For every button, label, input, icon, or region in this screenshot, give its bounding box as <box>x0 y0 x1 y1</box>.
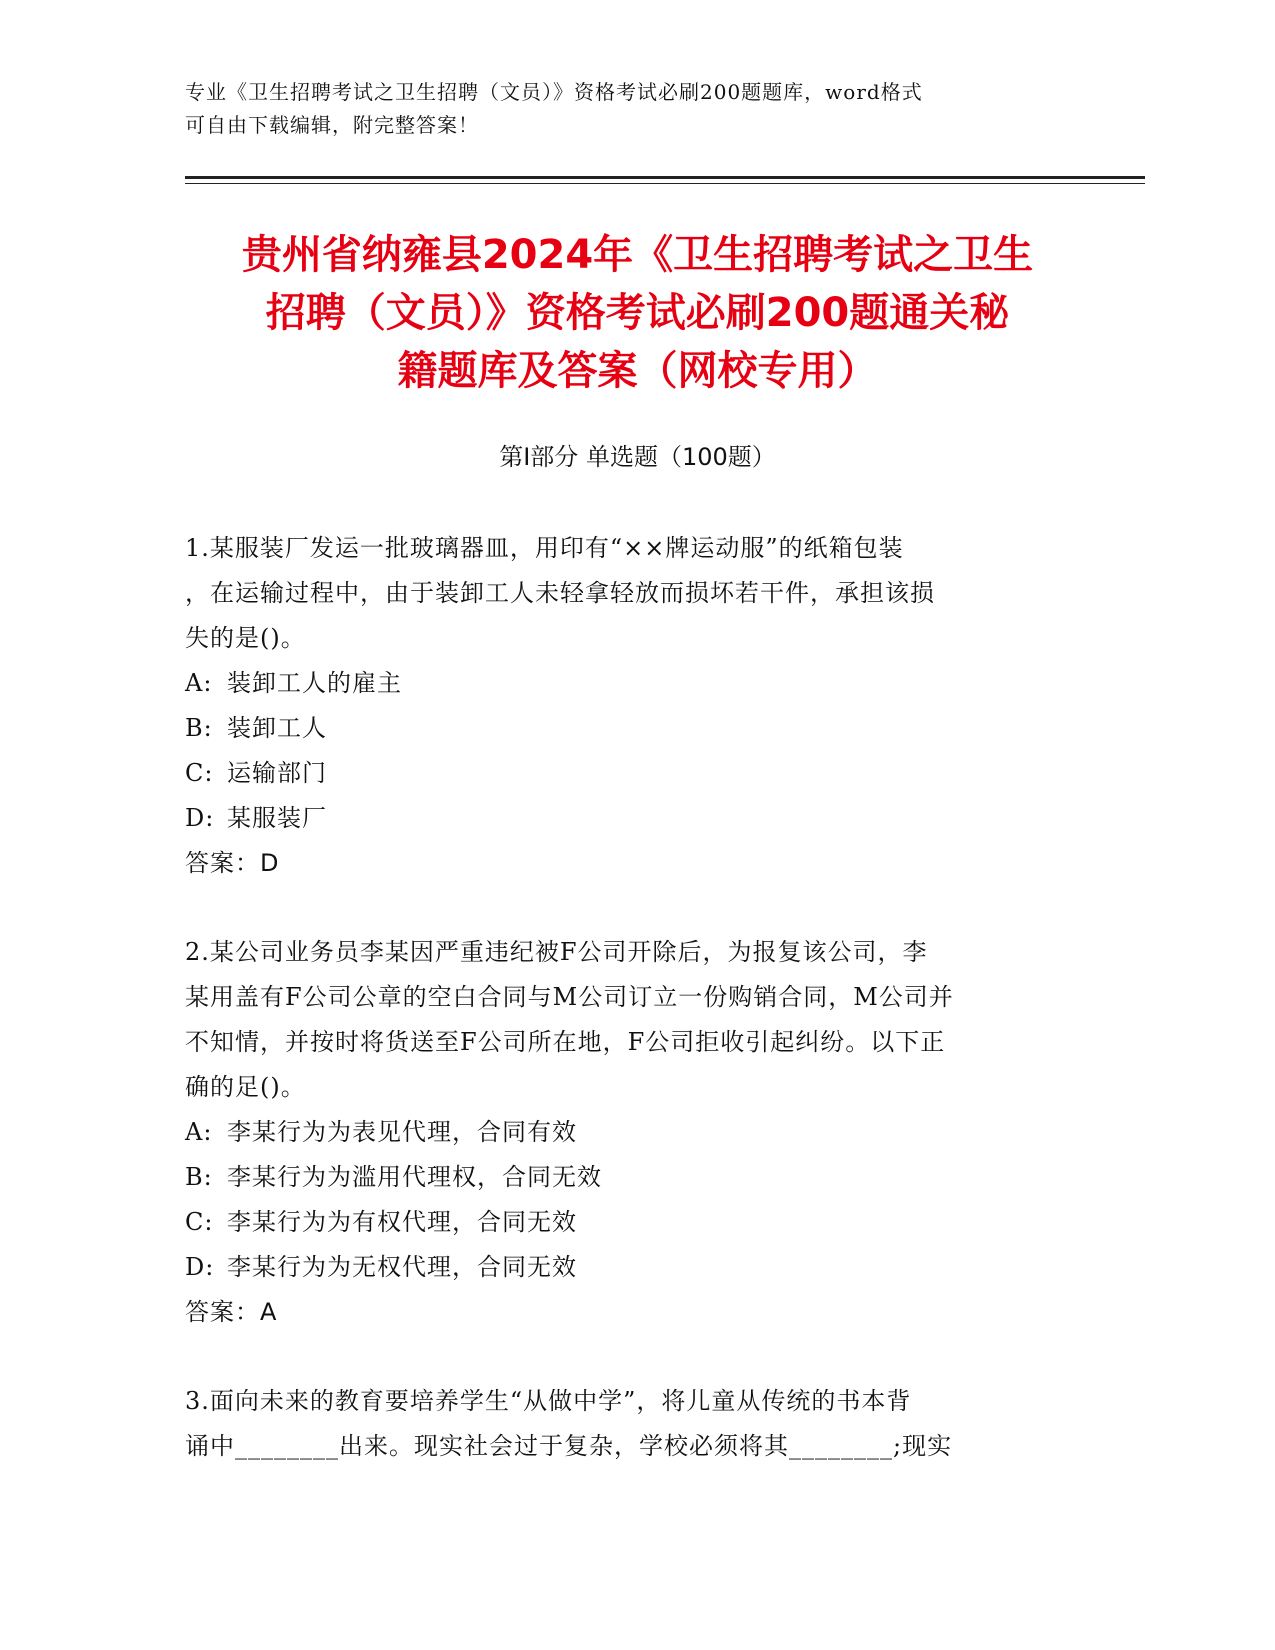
answer-line: 答案：D <box>185 849 280 877</box>
question-text-line: 确的足()。 <box>185 1073 306 1101</box>
question-text-line: 某用盖有F公司公章的空白合同与M公司订立一份购销合同，M公司并 <box>185 983 954 1011</box>
option-text: 李某行为为滥用代理权，合同无效 <box>227 1163 602 1191</box>
question-text-line: 3.面向未来的教育要培养学生“从做中学”，将儿童从传统的书本背 <box>185 1387 912 1415</box>
section-heading: 第Ⅰ部分 单选题（100题） <box>499 443 776 471</box>
option-key: C: <box>185 1208 214 1236</box>
question-item <box>185 930 1085 1335</box>
header-divider-thick <box>185 176 1145 179</box>
question-text-line: 1.某服装厂发运一批玻璃器皿，用印有“××牌运动服”的纸箱包装 <box>185 534 904 562</box>
option-a <box>185 661 1085 706</box>
option-key: A: <box>185 669 213 697</box>
header-divider-thin <box>185 183 1145 184</box>
question-text-line: 诵中________出来。现实社会过于复杂，学校必须将其________;现实 <box>185 1432 953 1460</box>
option-text: 某服装厂 <box>227 804 327 832</box>
option-a <box>185 1110 1085 1155</box>
option-b <box>185 706 1085 751</box>
question-item <box>185 1379 1085 1469</box>
option-text: 装卸工人 <box>227 714 327 742</box>
option-text: 运输部门 <box>227 759 327 787</box>
header-note <box>185 76 1065 142</box>
option-text: 李某行为为有权代理，合同无效 <box>227 1208 577 1236</box>
question-text-line: ，在运输过程中，由于装卸工人未轻拿轻放而损坏若干件，承担该损 <box>185 579 935 607</box>
option-key: B: <box>185 1163 213 1191</box>
header-note-line: 专业《卫生招聘考试之卫生招聘（文员）》资格考试必刷200题题库，word格式 <box>185 80 923 104</box>
option-c <box>185 751 1085 796</box>
option-d <box>185 1245 1085 1290</box>
header-note-line: 可自由下载编辑，附完整答案！ <box>185 113 479 137</box>
question-text-line: 不知情，并按时将货送至F公司所在地，F公司拒收引起纠纷。以下正 <box>185 1028 946 1056</box>
option-text: 李某行为为表见代理，合同有效 <box>227 1118 577 1146</box>
option-key: D: <box>185 1253 215 1281</box>
option-d <box>185 796 1085 841</box>
document-title <box>160 226 1115 400</box>
question-item <box>185 526 1085 886</box>
option-text: 装卸工人的雇主 <box>227 669 402 697</box>
document-title-line: 招聘（文员）》资格考试必刷200题通关秘 <box>265 290 1010 336</box>
document-title-line: 贵州省纳雍县2024年《卫生招聘考试之卫生 <box>241 232 1034 278</box>
option-key: A: <box>185 1118 213 1146</box>
option-c <box>185 1200 1085 1245</box>
question-list <box>185 526 1085 1513</box>
question-text-line: 2.某公司业务员李某因严重违纪被F公司开除后，为报复该公司，李 <box>185 938 928 966</box>
answer-line: 答案：A <box>185 1298 278 1326</box>
option-key: B: <box>185 714 213 742</box>
document-title-line: 籍题库及答案（网校专用） <box>397 348 878 394</box>
option-key: D: <box>185 804 215 832</box>
option-text: 李某行为为无权代理，合同无效 <box>227 1253 577 1281</box>
option-key: C: <box>185 759 214 787</box>
question-text-line: 失的是()。 <box>185 624 306 652</box>
option-b <box>185 1155 1085 1200</box>
